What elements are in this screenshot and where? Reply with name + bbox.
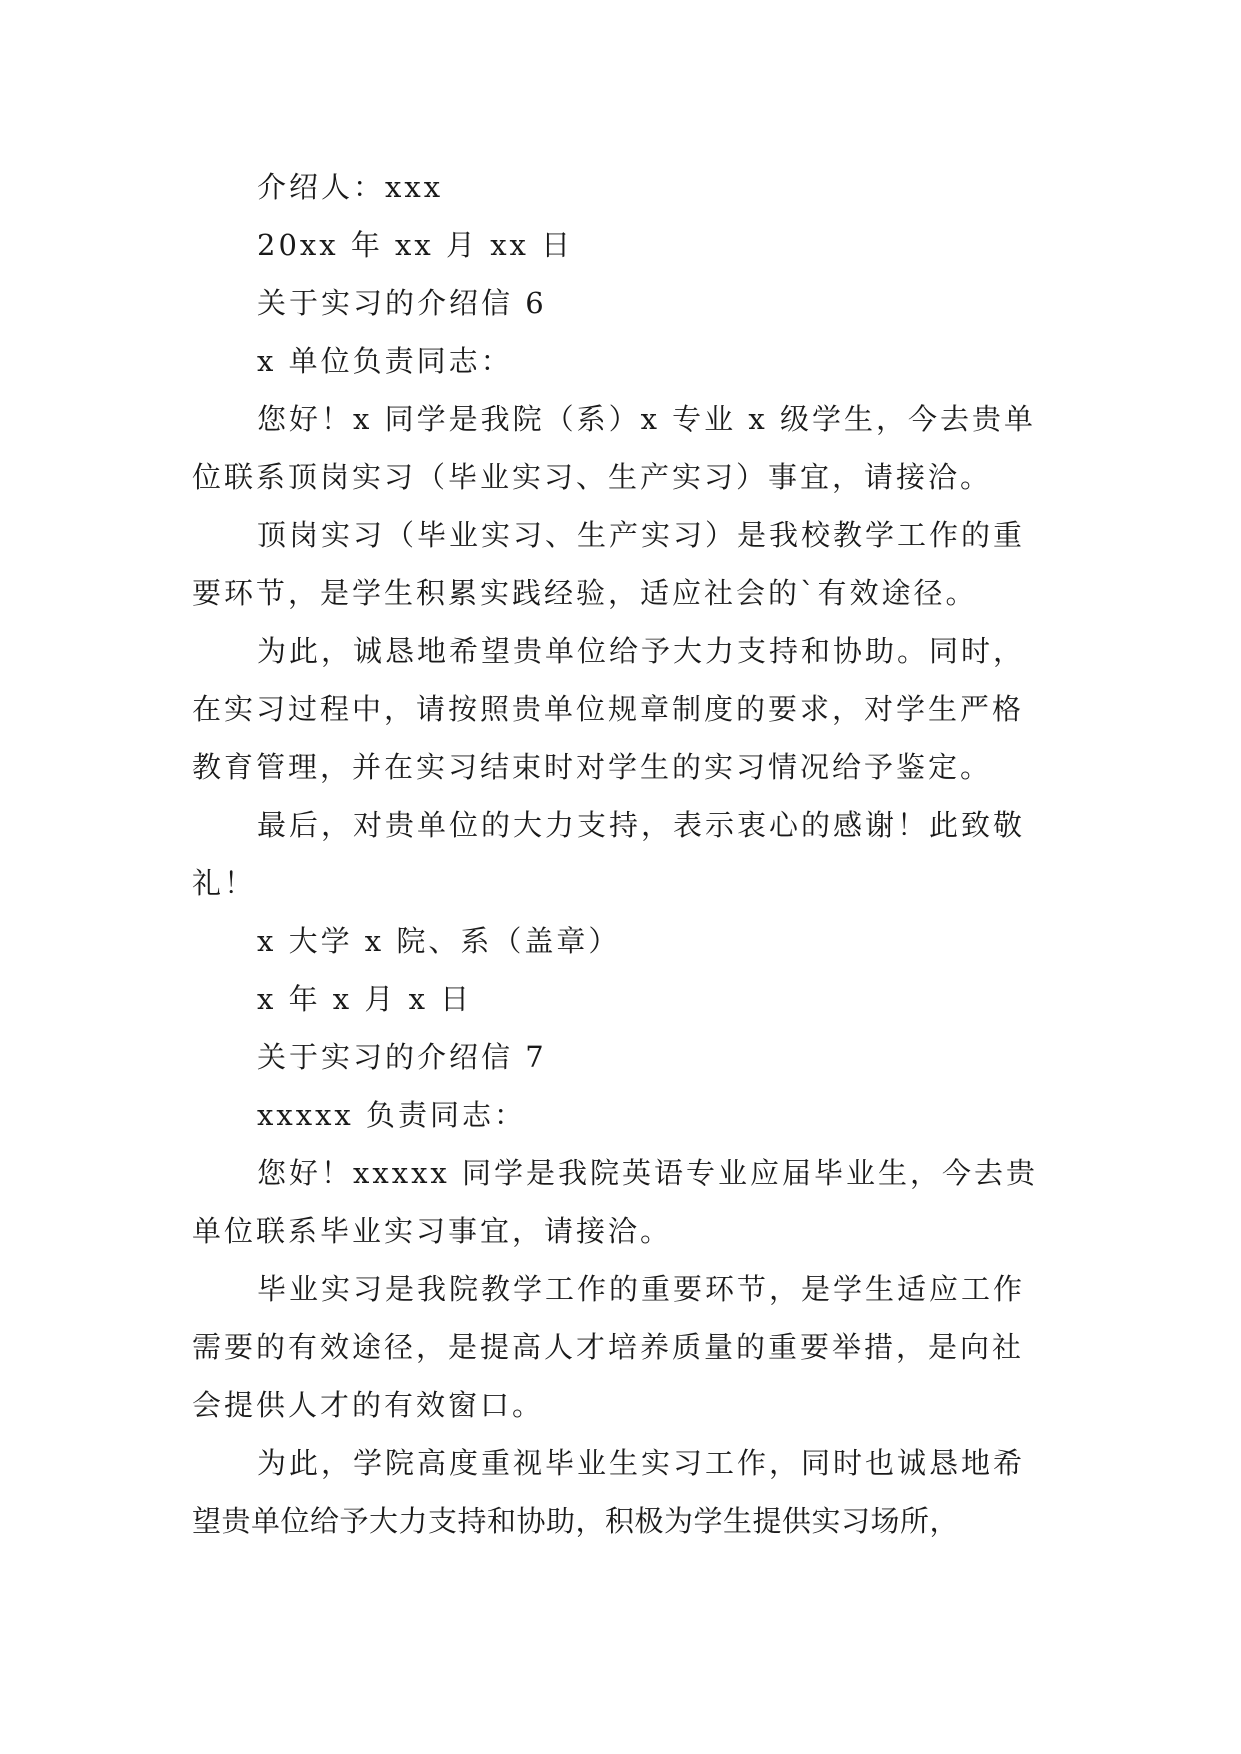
paragraph-line: 教育管理，并在实习结束时对学生的实习情况给予鉴定。 [192, 750, 993, 784]
paragraph-line: 顶岗实习（毕业实习、生产实习）是我校教学工作的重 [257, 518, 1026, 552]
paragraph-line: 您好！xxxxx 同学是我院英语专业应届毕业生，今去贵 [257, 1156, 1038, 1190]
paragraph-line: 望贵单位给予大力支持和协助，积极为学生提供实习场所， [192, 1504, 960, 1538]
paragraph-line: 单位联系毕业实习事宜，请接洽。 [192, 1214, 673, 1248]
paragraph-line: 要环节，是学生积累实践经验，适应社会的`有效途径。 [192, 576, 978, 610]
document-body [192, 158, 1060, 1550]
paragraph-line: 最后，对贵单位的大力支持，表示衷心的感谢！此致敬 [257, 808, 1026, 842]
paragraph-line: 礼！ [192, 866, 257, 900]
introducer-line: 介绍人：xxx [257, 170, 444, 204]
paragraph-line: 为此，诚恳地希望贵单位给予大力支持和协助。同时， [257, 634, 1026, 668]
paragraph-line: 为此，学院高度重视毕业生实习工作，同时也诚恳地希 [257, 1446, 1026, 1480]
signature-date-line: x 年 x 月 x 日 [257, 982, 473, 1016]
paragraph-line: 您好！x 同学是我院（系）x 专业 x 级学生，今去贵单 [257, 402, 1036, 436]
letter-title-6: 关于实习的介绍信 6 [257, 286, 547, 320]
letter-title-7: 关于实习的介绍信 7 [257, 1040, 547, 1074]
paragraph-line: 会提供人才的有效窗口。 [192, 1388, 545, 1422]
salutation-line: x 单位负责同志： [257, 344, 513, 378]
salutation-line: xxxxx 负责同志： [257, 1098, 526, 1132]
date-line: 20xx 年 xx 月 xx 日 [257, 228, 574, 262]
signature-line: x 大学 x 院、系（盖章） [257, 924, 621, 958]
paragraph-line: 需要的有效途径，是提高人才培养质量的重要举措，是向社 [192, 1330, 1025, 1364]
paragraph-line: 在实习过程中，请按照贵单位规章制度的要求，对学生严格 [192, 692, 1025, 726]
paragraph-line: 毕业实习是我院教学工作的重要环节，是学生适应工作 [257, 1272, 1026, 1306]
paragraph-line: 位联系顶岗实习（毕业实习、生产实习）事宜，请接洽。 [192, 460, 993, 494]
